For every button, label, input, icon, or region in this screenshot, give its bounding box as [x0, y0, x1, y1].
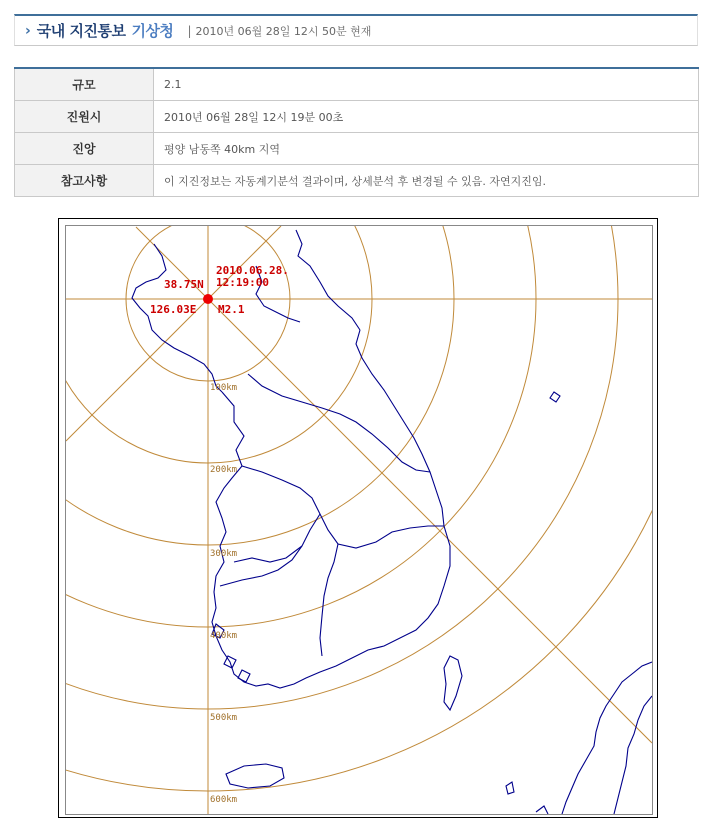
distance-ring-400km — [66, 226, 536, 627]
header-separator: | — [187, 23, 192, 38]
row-value-epicenter: 평양 남동쪽 40km 지역 — [154, 133, 699, 165]
epicenter-map-frame — [58, 218, 658, 818]
table-row — [15, 68, 699, 101]
epicenter-time: 12:19:00 — [216, 276, 269, 289]
distance-ring-200km — [66, 226, 372, 463]
table-row — [15, 101, 699, 133]
chevron-right-icon: › — [25, 22, 31, 39]
ring-label-100km: 100km — [210, 383, 238, 393]
table-row — [15, 165, 699, 197]
row-label-epicenter: 진앙 — [15, 133, 154, 165]
coastline — [132, 230, 652, 814]
row-label-origin-time: 진원시 — [15, 101, 154, 133]
epicenter-latitude: 38.75N — [164, 278, 204, 291]
ring-label-300km: 300km — [210, 549, 238, 559]
row-value-magnitude: 2.1 — [154, 68, 699, 101]
row-value-notes: 이 지진정보는 자동계기분석 결과이며, 상세분석 후 변경될 수 있음. 자연지진임. — [154, 165, 699, 197]
page-title: 국내 지진통보 — [36, 22, 126, 40]
row-label-notes: 참고사항 — [15, 165, 154, 197]
table-row — [15, 133, 699, 165]
epicenter-magnitude: M2.1 — [218, 303, 245, 316]
distance-ring-500km — [66, 226, 618, 709]
ring-label-200km: 200km — [210, 465, 238, 475]
diagonal-line-sw — [66, 299, 208, 441]
row-label-magnitude: 규모 — [15, 68, 154, 101]
epicenter-marker — [203, 294, 213, 304]
ring-label-400km: 400km — [210, 631, 238, 641]
page-header — [14, 14, 698, 46]
ring-label-600km: 600km — [210, 795, 238, 805]
epicenter-date: 2010.06.28. — [216, 264, 289, 277]
earthquake-info-table — [14, 67, 699, 197]
agency-name: 기상청 — [131, 22, 174, 40]
ring-label-500km: 500km — [210, 713, 238, 723]
report-timestamp: 2010년 06월 28일 12시 50분 현재 — [195, 24, 372, 38]
epicenter-longitude: 126.03E — [150, 303, 197, 316]
epicenter-map — [65, 225, 653, 815]
diagonal-line-se — [208, 299, 652, 743]
map-canvas — [66, 226, 652, 814]
row-value-origin-time: 2010년 06월 28일 12시 19분 00초 — [154, 101, 699, 133]
